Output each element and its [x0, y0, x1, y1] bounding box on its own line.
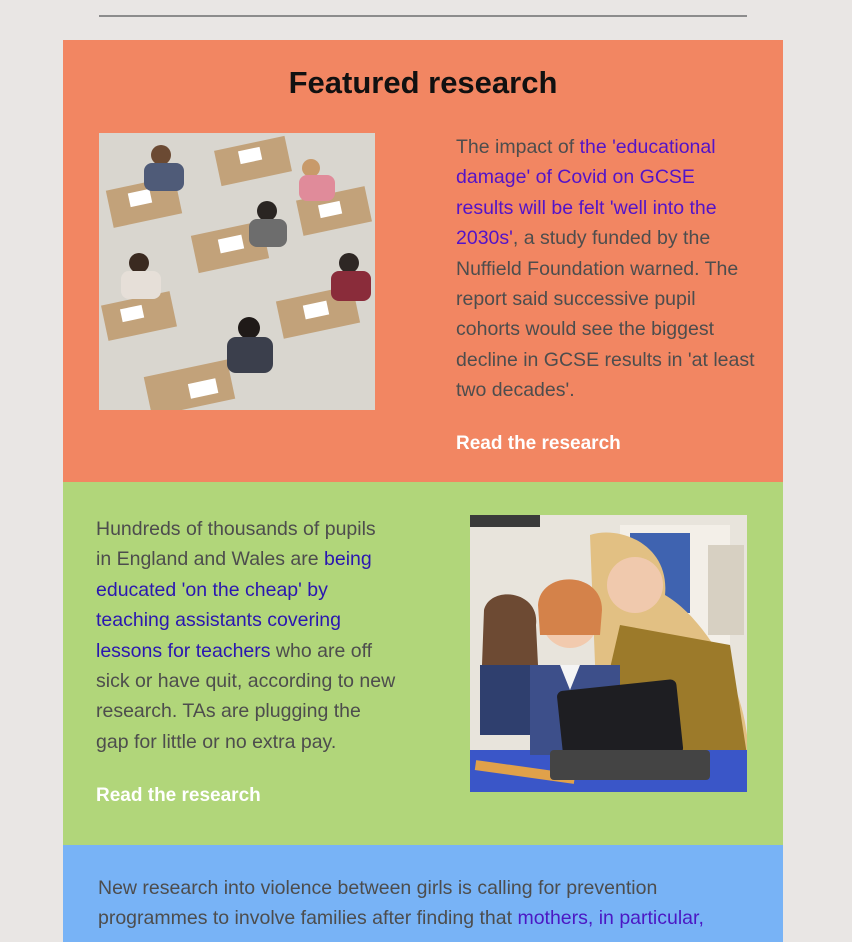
featured-research-section [63, 40, 783, 482]
research-summary-3 [98, 873, 748, 934]
classroom-tablet-photo[interactable] [470, 515, 747, 792]
research-link-teaching-assistants[interactable]: being educated 'on the cheap' by teaching assistants covering lessons for teachers [96, 548, 372, 662]
read-research-link-1[interactable]: Read the research [456, 433, 621, 454]
section-title: Featured research [288, 65, 558, 100]
research-summary-2 [96, 514, 396, 757]
research-link-mothers[interactable]: mothers, in particular, [517, 907, 704, 930]
summary-text-after: who are off sick or have quit, according to new research. TAs are plugging the gap for little or no extra pay. [96, 639, 396, 753]
top-divider [99, 15, 747, 17]
research-link-covid-gcse[interactable]: the 'educational damage' of Covid on GCSE results will be felt 'well into the 2030s' [456, 136, 717, 250]
summary-text-before: Hundreds of thousands of pupils in England and Wales are [96, 518, 376, 571]
summary-text-before: The impact of [456, 136, 580, 158]
exam-hall-photo[interactable] [99, 133, 375, 410]
read-research-link-2[interactable]: Read the research [96, 785, 261, 806]
research-summary-1 [456, 132, 756, 406]
teaching-assistants-section [63, 482, 783, 845]
summary-text-before: New research into violence between girls is calling for prevention programmes to involve families after finding that [98, 877, 658, 930]
girls-violence-section [63, 845, 783, 942]
summary-text-after: , a study funded by the Nuffield Foundation warned. The report said successive pupil cohorts would see the biggest decline in GCSE results in 'at least two decades'. [456, 227, 755, 402]
